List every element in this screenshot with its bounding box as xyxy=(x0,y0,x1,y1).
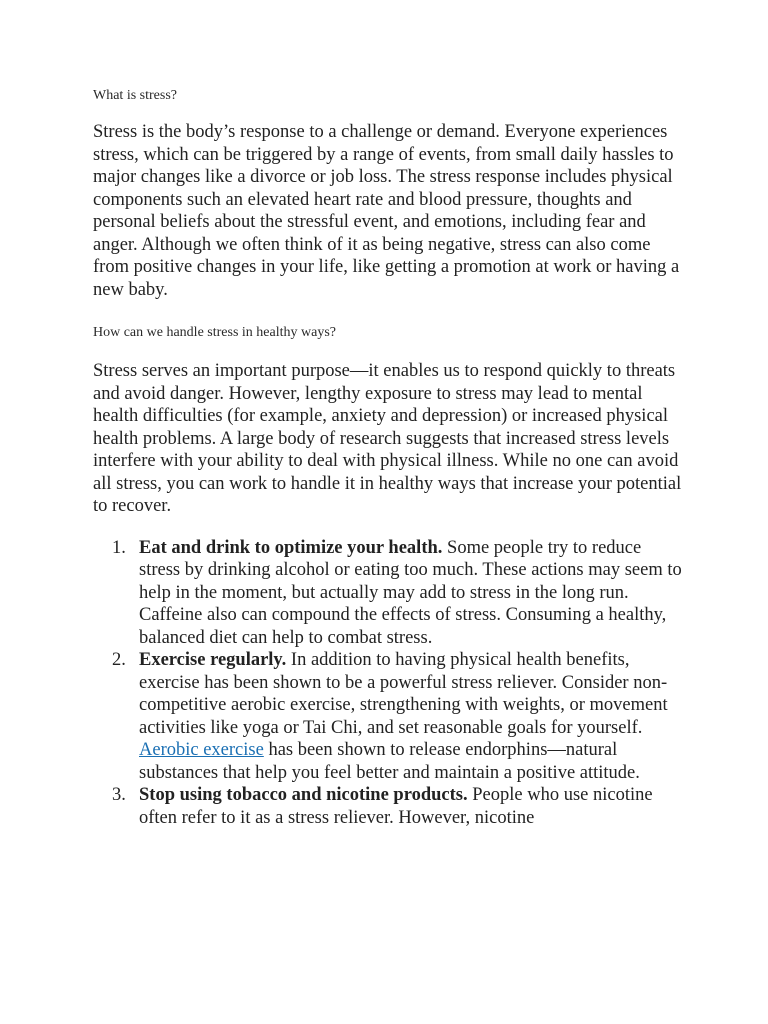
list-item-number: 2. xyxy=(112,650,126,670)
paragraph-stress-purpose: Stress serves an important purpose—it enables us to respond quickly to threats and avoid danger. However, lengthy exposure to stress may lead to mental health difficulties (for example, anxiety and depression) or increased physical health problems. A large body of research suggests that increased stress levels interfere with your ability to deal with physical illness. While no one can avoid all stress, you can work to handle it in healthy ways that increase your potential to recover. xyxy=(93,361,682,516)
list-item-lead: Eat and drink to optimize your health. xyxy=(139,537,443,558)
heading-what-is-stress: What is stress? xyxy=(93,88,177,103)
list-item-text-after-link: has been shown to release endorphins—natural substances that help you feel better and maintain a positive attitude. xyxy=(139,740,640,783)
coping-strategies-list xyxy=(93,537,686,830)
list-item-text-before-link: In addition to having physical health benefits, exercise has been shown to be a powerful stress reliever. Consider non-competitive aerobic exercise, strengthening with weights, or movement activities like yoga or Tai Chi, and set reasonable goals for yourself. xyxy=(139,650,668,738)
aerobic-exercise-link[interactable]: Aerobic exercise xyxy=(139,740,264,760)
list-item-number: 1. xyxy=(112,537,126,558)
list-item xyxy=(112,537,686,650)
list-item xyxy=(112,784,686,829)
list-item-lead: Exercise regularly. xyxy=(139,650,287,670)
list-item-text: Some people try to reduce stress by drinking alcohol or eating too much. These actions may seem to help in the moment, but actually may add to stress in the long run. Caffeine also can compound the effects of stress. Consuming a healthy, balanced diet can help to combat stress. xyxy=(139,537,682,648)
list-item-text: People who use nicotine often refer to it as a stress reliever. However, nicotine xyxy=(139,785,653,828)
list-item-lead: Stop using tobacco and nicotine products. xyxy=(139,785,468,805)
list-item xyxy=(112,649,686,784)
list-item-number: 3. xyxy=(112,785,126,805)
heading-handle-stress: How can we handle stress in healthy ways? xyxy=(93,325,336,340)
paragraph-stress-definition: Stress is the body’s response to a challenge or demand. Everyone experiences stress, which can be triggered by a range of events, from small daily hassles to major changes like a divorce or job loss. The stress response includes physical components such an elevated heart rate and blood pressure, thoughts and personal beliefs about the stressful event, and emotions, including fear and anger. Although we often think of it as being negative, stress can also come from positive changes in your life, like getting a promotion at work or having a new baby. xyxy=(93,122,680,300)
